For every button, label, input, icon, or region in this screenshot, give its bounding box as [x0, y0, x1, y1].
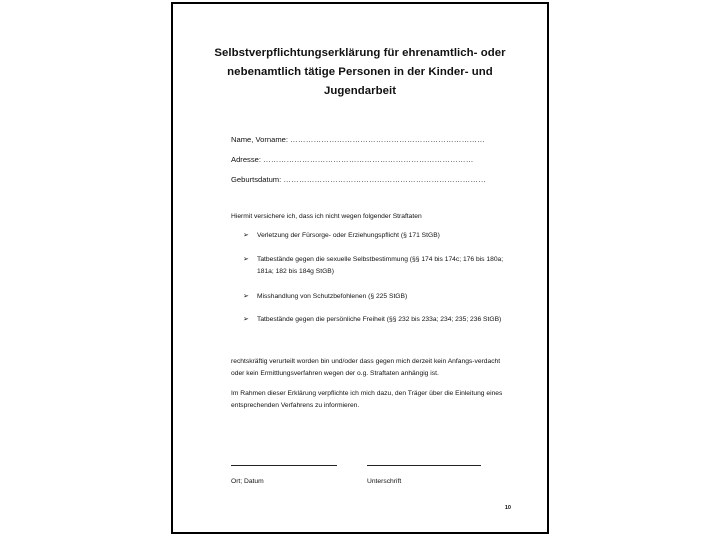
- list-item-text: Tatbestände gegen die sexuelle Selbstbestimmung (§§ 174 bis 174c; 176 bis 180a; 181a; 182 bis 184g StGB): [257, 256, 504, 275]
- document-title: [173, 44, 547, 101]
- address-field-line: ………………………………………………………………………: [263, 155, 474, 164]
- name-field-label: Name, Vorname:: [231, 135, 288, 144]
- conviction-paragraph: rechtskräftig verurteilt worden bin und/oder dass gegen mich derzeit kein Anfangs-verdacht oder kein Ermittlungsverfahren wegen der o.g. Straftaten anhängig ist.: [231, 358, 501, 377]
- birthdate-field-line: ……………………………………………………………………: [283, 175, 486, 184]
- list-item: [243, 230, 513, 242]
- document-page: [171, 2, 549, 534]
- name-field-line: …………………………………………………………………: [290, 135, 485, 144]
- list-item: [243, 291, 513, 303]
- obligation-paragraph: Im Rahmen dieser Erklärung verpflichte ich mich dazu, den Träger über die Einleitung eines entsprechenden Verfahrens zu informieren.: [231, 390, 503, 409]
- signature-label: Unterschrift: [367, 478, 402, 485]
- signature-line[interactable]: [367, 465, 481, 466]
- place-date-label: Ort; Datum: [231, 478, 264, 485]
- list-item-text: Misshandlung von Schutzbefohlenen (§ 225 StGB): [257, 293, 408, 300]
- arrow-bullet-icon: ➢: [243, 256, 249, 263]
- title-line-3: Jugendarbeit: [323, 85, 397, 97]
- list-item-text: Tatbestände gegen die persönliche Freiheit (§§ 232 bis 233a; 234; 235; 236 StGB): [257, 316, 502, 323]
- list-item-text: Verletzung der Fürsorge- oder Erziehungspflicht (§ 171 StGB): [257, 232, 440, 239]
- birthdate-field[interactable]: [231, 175, 486, 185]
- name-field[interactable]: [231, 135, 485, 145]
- intro-text: Hiermit versichere ich, dass ich nicht wegen folgender Straftaten: [231, 213, 422, 220]
- date-signature-line[interactable]: [231, 465, 337, 466]
- title-line-2: nebenamtlich tätige Personen in der Kinder- und: [227, 66, 493, 78]
- address-field-label: Adresse:: [231, 155, 261, 164]
- page-number: 10: [504, 505, 511, 511]
- arrow-bullet-icon: ➢: [243, 293, 249, 300]
- list-item: [243, 254, 513, 278]
- title-line-1: Selbstverpflichtungserklärung für ehrenamtlich- oder: [214, 47, 506, 59]
- list-item: [243, 314, 513, 326]
- birthdate-field-label: Geburtsdatum:: [231, 175, 282, 184]
- address-field[interactable]: [231, 155, 474, 165]
- arrow-bullet-icon: ➢: [243, 316, 249, 323]
- arrow-bullet-icon: ➢: [243, 232, 249, 239]
